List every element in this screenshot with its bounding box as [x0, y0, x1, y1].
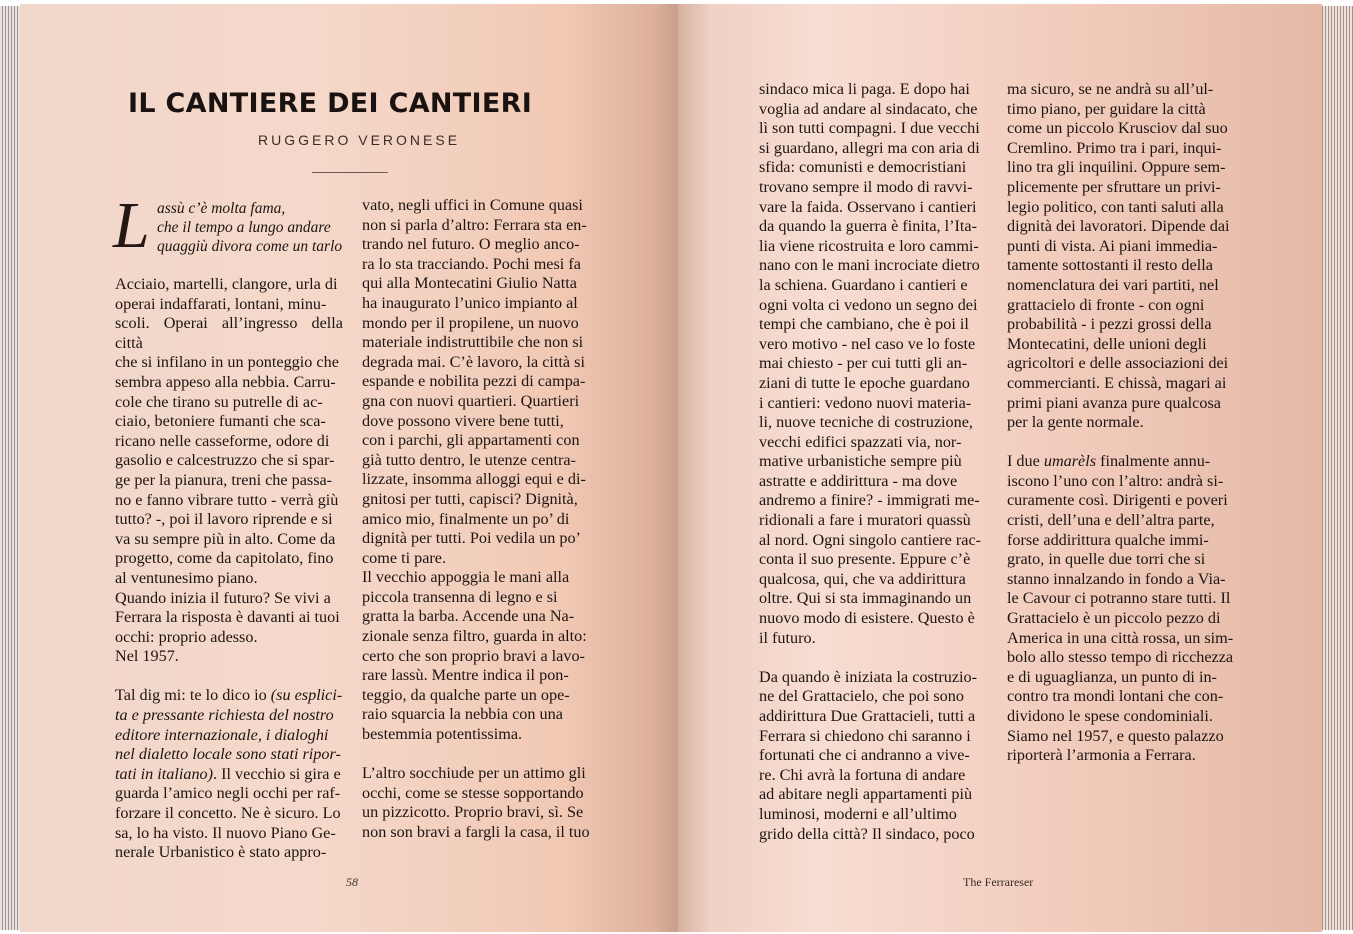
text-line: con i parchi, gli appartamenti con	[362, 431, 580, 450]
text-line: nomenclatura dei vari partiti, nel	[1007, 275, 1219, 294]
text-line: dignità dei lavoratori. Dipende dai	[1007, 217, 1230, 236]
text-line: i cantieri: vedono nuovi materia-	[759, 393, 972, 412]
text-line: tamente sottostanti il resto della	[1007, 256, 1213, 275]
text-line: ciaio, betoniere fumanti che sca-	[115, 412, 326, 431]
text-line: al nord. Ogni singolo cantiere rac-	[759, 530, 982, 549]
text-line: tempi che cambiano, che è poi il	[759, 315, 969, 334]
paragraph-gap	[362, 745, 590, 765]
text-line: editore internazionale, i dialoghi	[115, 725, 329, 744]
text-line: già tutto dentro, le utenze centra-	[362, 450, 576, 469]
text-line: bolo allo stesso tempo di ricchezza	[1007, 648, 1234, 667]
pull-quote-line: assù c’è molta fama,	[157, 200, 286, 217]
text-line: oltre. Qui si sta immaginando un	[759, 589, 972, 608]
text-line: dignità per tutti. Poi vedila un po’	[362, 529, 581, 548]
text-line: il futuro.	[759, 628, 816, 647]
paragraph-gap	[1007, 433, 1237, 453]
text-line: Quando inizia il futuro? Se vivi a	[115, 588, 331, 607]
text-line: gnitosi per tutti, capisci? Dignità,	[362, 489, 578, 508]
text-line: occhi, come se stesse sopportando	[362, 783, 584, 802]
text-line: trando nel futuro. O meglio anco-	[362, 235, 580, 254]
editor-note: (su esplici-	[270, 686, 343, 705]
text-line: luminosi, moderni e all’ultimo	[759, 804, 957, 823]
text-line: Nel 1957.	[115, 647, 179, 666]
text-line: grido della città? Il sindaco, poco	[759, 824, 975, 843]
text-line: espande e nobilita pezzi di campa-	[362, 372, 586, 391]
text-line: no e fanno vibrare tutto - verrà giù	[115, 490, 339, 509]
text-line: nel dialetto locale sono stati ripor-	[115, 745, 341, 764]
text-line: tutto? -, poi il lavoro riprende e si	[115, 510, 333, 529]
text-line: li, nuove tecniche di costruzione,	[759, 413, 973, 432]
text-line: occhi: proprio adesso.	[115, 627, 258, 646]
text-line: gasolio e calcestruzzo che si spar-	[115, 451, 335, 470]
text-line: sfida: comunisti e democristiani	[759, 158, 967, 177]
text-line: lizzate, insomma alloggi equi e di-	[362, 470, 586, 489]
right-column-1	[759, 80, 989, 844]
text-line: andremo a finire? - immigrati me-	[759, 491, 980, 510]
text-line: ra lo sta tracciando. Pochi mesi fa	[362, 254, 581, 273]
left-column-1	[113, 189, 343, 863]
text-line: I due umarèls finalmente annu-	[1007, 452, 1211, 471]
text-line: si guardano, allegri ma con aria di	[759, 138, 980, 157]
page-stack-right-edge	[1317, 6, 1353, 930]
text-line: grattacielo di fronte - con ogni	[1007, 295, 1205, 314]
text-line: lia viene ricostruita e loro cammi-	[759, 236, 979, 255]
text-line: Ferrara la risposta è davanti ai tuoi	[115, 608, 340, 627]
text-line: non son bravi a fargli la casa, il tuo	[362, 823, 590, 841]
text-line: ta e pressante richiesta del nostro	[115, 706, 334, 725]
running-footer: The Ferrareser	[963, 875, 1034, 889]
text-line: operai indaffarati, lontani, minu-	[115, 294, 327, 313]
text-line: qualcosa, qui, che va addirittura	[759, 569, 966, 588]
text-line: non si parla d’altro: Ferrara sta en-	[362, 215, 587, 234]
text-line: iscono l’uno con l’altro: andrà si-	[1007, 471, 1224, 490]
text-line: Cremlino. Primo tra i pari, inqui-	[1007, 138, 1222, 157]
text-line: Tal dig mi: te lo dico io (su esplici-	[115, 686, 343, 705]
text-line: timo piano, per guidare la città	[1007, 99, 1206, 118]
text-line: un pizzicotto. Proprio bravi, sì. Se	[362, 803, 584, 822]
text-line: progetto, come da capitolato, fino	[115, 549, 334, 568]
text-line: bestemmia potentissima.	[362, 725, 523, 744]
text-line: qui alla Montecatini Giulio Natta	[362, 274, 577, 293]
text-line: legio politico, con tanti saluti alla	[1007, 197, 1224, 216]
text-line: nano con le mani incrociate dietro	[759, 256, 980, 275]
text-line: ge per la pianura, treni che passa-	[115, 470, 333, 489]
text-line: gna con nuovi quartieri. Quartieri	[362, 391, 580, 410]
text-line: scoli. Operai all’ingresso della città	[115, 314, 343, 352]
text-line: Grattacielo è un piccolo pezzo di	[1007, 609, 1221, 628]
text-line: va su sempre più in alto. Come da	[115, 529, 336, 548]
text-line: sembra appeso alla nebbia. Carru-	[115, 372, 336, 391]
text-line: al ventunesimo piano.	[115, 568, 258, 587]
text-line: addirittura Due Grattacieli, tutti a	[759, 707, 976, 725]
text-line: sa, lo ha visto. Il nuovo Piano Ge-	[115, 823, 336, 842]
text-line: plicemente per sfruttare un privi-	[1007, 177, 1221, 196]
article-author: RUGGERO VERONESE	[258, 132, 461, 148]
text-line: nuovo modo di esistere. Questo è	[759, 609, 975, 628]
pull-quote-line: che il tempo a lungo andare	[157, 219, 331, 236]
text-line: riporterà l’armonia a Ferrara.	[1007, 746, 1196, 765]
text-line: come un piccolo Krusciov dal suo	[1007, 119, 1228, 138]
text-line: dove possono vivere bene tutti,	[362, 411, 564, 430]
text-line: probabilità - i pezzi grossi della	[1007, 315, 1212, 334]
text-line: Ferrara si chiedono chi saranno i	[759, 726, 971, 745]
text-line: ha inaugurato l’unico impianto al	[362, 293, 578, 312]
text-line: ma sicuro, se ne andrà su all’ul-	[1007, 80, 1214, 98]
text-line: che si infilano in un ponteggio che	[115, 353, 339, 372]
text-line: Da quando è iniziata la costruzio-	[759, 667, 977, 686]
text-line: vare la faida. Osservano i cantieri	[759, 197, 977, 216]
text-line: voglia ad andare al sindacato, che	[759, 99, 978, 118]
text-line: tati in italiano). Il vecchio si gira e	[115, 764, 341, 783]
drop-cap: L	[113, 189, 150, 262]
text-line: certo che son proprio bravi a lavo-	[362, 646, 585, 665]
text-line: L’altro socchiude per un attimo gli	[362, 764, 586, 783]
paragraph-gap	[115, 667, 343, 687]
text-line: guarda l’amico negli occhi per raf-	[115, 784, 341, 803]
text-line: vero motivo - nel caso ve lo foste	[759, 334, 976, 353]
pull-quote	[113, 189, 343, 262]
text-line: cristi, dell’una e dell’altra parte,	[1007, 511, 1215, 530]
title-divider	[312, 172, 388, 173]
text-line: lì son tutti compagni. I due vecchi	[759, 119, 980, 138]
text-line: per la gente normale.	[1007, 413, 1144, 432]
left-column-2	[362, 196, 590, 843]
text-line: ridionali a fare i muratori quassù	[759, 511, 971, 530]
text-line: vecchi edifici spazzati via, nor-	[759, 432, 962, 451]
text-line: primi piani avanza pure qualcosa	[1007, 393, 1221, 412]
text-line: forse addirittura qualche immi-	[1007, 530, 1209, 549]
right-page	[678, 4, 1322, 932]
text-line: raio squarcia la nebbia con una	[362, 705, 563, 724]
text-line: Il vecchio appoggia le mani alla	[362, 568, 570, 587]
text-line: degrada mai. C’è lavoro, la città si	[362, 352, 585, 371]
text-line: materiale indistruttibile che non si	[362, 333, 584, 352]
text-line: dividono le spese condominiali.	[1007, 707, 1213, 725]
text-line: punti di vista. Ai piani immedia-	[1007, 236, 1218, 255]
text-line: fortunati che ci andranno a vive-	[759, 746, 970, 765]
pull-quote-line: quaggiù divora come un tarlo	[157, 238, 343, 255]
text-line: lino tra gli inquilini. Oppure sem-	[1007, 158, 1226, 177]
text-line: la schiena. Guardano i cantieri e	[759, 275, 968, 294]
text-line: Acciaio, martelli, clangore, urla di	[115, 275, 338, 293]
text-line: trovano sempre il modo di ravvi-	[759, 177, 973, 196]
text-line: nerale Urbanistico è stato appro-	[115, 843, 327, 862]
text-line: forzare il concetto. Ne è sicuro. Lo	[115, 804, 341, 823]
text-line: amico mio, finalmente un po’ di	[362, 509, 570, 528]
text-line: ziani di tutte le epoche guardano	[759, 373, 970, 392]
page-number: 58	[346, 875, 358, 889]
text-line: Montecatini, delle unioni degli	[1007, 334, 1207, 353]
text-line: commercianti. E chissà, magari ai	[1007, 373, 1227, 392]
text-line: sindaco mica li paga. E dopo hai	[759, 80, 970, 98]
text-line: re. Chi avrà la fortuna di andare	[759, 765, 966, 784]
text-line: da quando la guerra è finita, l’Ita-	[759, 217, 977, 236]
text-line: mai chiesto - per cui tutti gli an-	[759, 354, 968, 373]
article-title: IL CANTIERE DEI CANTIERI	[128, 88, 533, 119]
text-line: zionale senza filtro, guarda in alto:	[362, 627, 587, 646]
left-page	[20, 4, 678, 932]
text-line: le Cavour ci potranno stare tutti. Il	[1007, 589, 1231, 608]
text-line: come ti pare.	[362, 548, 447, 567]
text-line: astratte e addirittura - ma dove	[759, 471, 958, 490]
text-line: ne del Grattacielo, che poi sono	[759, 687, 964, 706]
right-column-2	[1007, 80, 1237, 766]
text-line: America in una città rossa, un sim-	[1007, 628, 1234, 647]
text-line: ogni volta ci vedono un segno dei	[759, 295, 978, 314]
text-line: grato, in quelle due torri che si	[1007, 550, 1206, 569]
text-line: teggio, da qualche parte un ope-	[362, 685, 570, 704]
text-line: cole che tirano su putrelle di ac-	[115, 392, 323, 411]
text-line: piccola transenna di legno e si	[362, 587, 558, 606]
text-line: gratta la barba. Accende una Na-	[362, 607, 575, 626]
text-line: ad abitare negli appartamenti più	[759, 785, 973, 804]
text-line: Siamo nel 1957, e questo palazzo	[1007, 726, 1224, 745]
text-line: ricano nelle casseforme, odore di	[115, 431, 330, 450]
text-line: mative urbanistiche sempre più	[759, 452, 962, 471]
dialect-word: umarèls	[1043, 452, 1097, 471]
text-line: contro tra mondi lontani che con-	[1007, 687, 1224, 706]
text-line: e di uguaglianza, un punto di in-	[1007, 667, 1217, 686]
paragraph-gap	[759, 648, 989, 668]
text-line: conta il suo presente. Eppure c’è	[759, 550, 971, 569]
text-line: mondo per il propilene, un nuovo	[362, 313, 579, 332]
text-line: curamente così. Dirigenti e poveri	[1007, 491, 1228, 510]
text-line: vato, negli uffici in Comune quasi	[362, 196, 583, 214]
text-line: rare lassù. Mentre indica il pon-	[362, 666, 569, 685]
text-line: stanno innalzando in fondo a Via-	[1007, 569, 1226, 588]
text-line: agricoltori e delle associazioni dei	[1007, 354, 1229, 373]
